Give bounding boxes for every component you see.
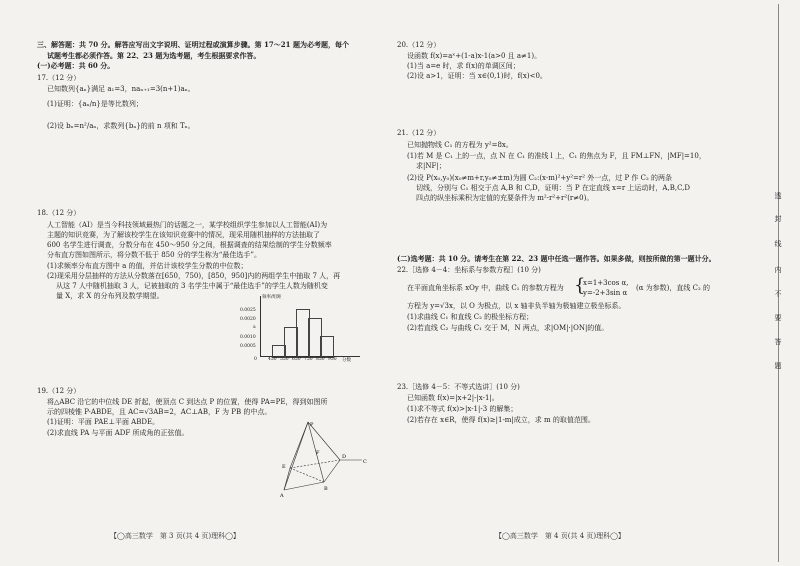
q21-part1: (1)若 M 是 C₁ 上的一点，点 N 在 C₁ 的准线 l 上，C₁ 的焦点为 F，且 FM⊥FN，|MF|=10，: [407, 152, 706, 160]
q19-stem-2: 示的四棱锥 P-ABDE，且 AC=√3AB=2，AC⊥AB，F 为 PB 的中点。: [47, 408, 272, 416]
binding-char: 封: [774, 215, 782, 223]
right-page: [390, 0, 800, 566]
histogram-y-tick: 0.0010: [240, 335, 256, 340]
right-footer: 【◯高三数学 第 4 页(共 4 页)理科◯】: [495, 532, 625, 540]
binding-char: 要: [774, 314, 782, 322]
histogram-y-tick: a: [253, 325, 256, 330]
histogram-x-tick: 550: [280, 357, 289, 362]
q22-stem-2: 方程为 y=√3x，以 O 为极点，以 x 轴非负半轴为极轴建立极坐标系。: [407, 302, 626, 310]
q22-system-line1: x=1+3cos α,: [583, 279, 629, 287]
histogram-x-tick: 850: [316, 357, 325, 362]
q17-part2: (2)设 bₙ=n²/aₙ，求数列{bₙ}的前 n 项和 Tₙ。: [47, 122, 195, 130]
histogram-x-tick: 650: [292, 357, 301, 362]
left-footer: 【◯高三数学 第 3 页(共 4 页)理科◯】: [110, 532, 240, 540]
label-e: E: [282, 464, 286, 470]
q19-pyramid-figure: [280, 420, 370, 502]
q18-stem-2: 主题的知识竞赛，为了解该校学生在该知识竞赛中的情况，现采用随机抽样的方法抽取了: [47, 231, 320, 239]
histogram-x-tick: 950: [328, 357, 337, 362]
section-required-heading: (一)必考题：共 60 分。: [37, 61, 115, 70]
q22-system-line2: y=-2+3sin α: [583, 289, 628, 297]
q19-stem-1: 将△ABC 沿它的中位线 DE 折起，使顶点 C 到达点 P 的位置，使得 PA=PE，得到如图所: [47, 398, 328, 406]
histogram-x-tick: 750: [304, 357, 313, 362]
q22-stem-cont: (α 为参数)，直线 C₂ 的: [636, 284, 711, 292]
section-3-heading-cont: 试题考生都必须作答。第 22、23 题为选考题，考生根据要求作答。: [47, 51, 261, 60]
q20-part2: (2)设 a>1，证明：当 x∈(0,1)时，f(x)<0。: [407, 72, 547, 80]
histogram-y-tick: 0.0005: [240, 344, 256, 349]
q18-part1: (1)求频率分布直方图中 a 的值，并估计该校学生分数的中位数；: [47, 262, 248, 270]
q22-number: 22.［选修 4－4：坐标系与参数方程］(10 分): [397, 266, 541, 274]
q19-part2: (2)求直线 PA 与平面 ADF 所成角的正弦值。: [47, 429, 189, 437]
q20-stem: 设函数 f(x)=aˣ+(1-a)x-1(a>0 且 a≠1)。: [407, 52, 542, 60]
histogram-y-axis: [260, 296, 261, 356]
q18-part2-cont2: 量 X，求 X 的分布列及数学期望。: [56, 292, 164, 300]
q21-stem: 已知抛物线 C₁ 的方程为 y²=8x。: [407, 141, 513, 149]
q22-brace: {: [574, 275, 586, 296]
label-f: F: [316, 450, 320, 456]
q21-part2-cont: 切线，分别与 C₁ 相交于点 A,B 和 C,D，证明：当 P 在定直线 x=r 上运动时，A,B,C,D: [416, 184, 691, 192]
binding-char: 答: [774, 338, 782, 346]
q19-part1: (1)证明：平面 PAE⊥平面 ABDE。: [47, 418, 160, 426]
left-page: [0, 0, 390, 566]
binding-char: 不: [774, 290, 782, 298]
q17-number: 17.（12 分）: [37, 74, 81, 82]
q18-part2-cont: 从这 7 人中随机抽取 3 人，记被抽取的 3 名学生中属于“最佳选手”的学生人数为随机变: [56, 282, 328, 290]
q22-stem: 在平面直角坐标系 xOy 中，曲线 C₁ 的参数方程为: [407, 284, 564, 292]
histogram-x-tick: 450: [268, 357, 277, 362]
binding-char: 内: [774, 266, 782, 274]
label-p: P: [310, 422, 314, 428]
histogram-x-label: 分数: [342, 358, 351, 363]
label-d: D: [342, 454, 347, 460]
histogram-bar: [320, 336, 334, 358]
section-3-heading: 三、解答题：共 70 分。解答应写出文字说明、证明过程或演算步骤。第 17～21 题为必考题，每个: [37, 40, 349, 49]
q22-part2: (2)若直线 C₂ 与曲线 C₁ 交于 M，N 两点，求|OM|·|ON|的值。: [407, 324, 609, 332]
q23-part2: (2)若存在 x∈R，使得 f(x)≥|1-m|成立，求 m 的取值范围。: [407, 416, 595, 424]
q21-part1-cont: 求|NF|；: [416, 162, 446, 170]
q22-part1: (1)求曲线 C₁ 和直线 C₂ 的极坐标方程；: [407, 313, 534, 321]
q18-stem-1: 人工智能（AI）是当今科技领域最热门的话题之一，某学校组织学生参加以人工智能(AI)为: [47, 221, 328, 229]
q20-number: 20.（12 分）: [397, 41, 441, 49]
label-c: C: [363, 459, 367, 465]
binding-margin: [760, 0, 800, 566]
q20-part1: (1)当 a=e 时，求 f(x)的单调区间；: [407, 62, 520, 70]
binding-line: [778, 4, 779, 562]
q21-part2-cont2: 四点的纵坐标乘积为定值的充要条件为 m²-r²+r²(r≠0)。: [416, 194, 594, 202]
histogram-y-tick: 0.0020: [240, 317, 256, 322]
q23-stem: 已知函数 f(x)=|x+2|-|x-1|。: [407, 394, 499, 402]
q18-stem-4: 分布直方图如图所示，将分数不低于 850 分的学生称为“最佳选手”。: [47, 251, 261, 259]
q17-stem: 已知数列{aₙ}满足 a₁=3，naₙ₊₁=3(n+1)aₙ。: [47, 85, 195, 93]
section-elective-heading: (二)选考题：共 10 分。请考生在第 22、23 题中任选一题作答。如果多做，则按所做的第一题计分。: [397, 254, 716, 263]
label-b: B: [324, 486, 328, 492]
q18-stem-3: 600 名学生进行调查，分数分布在 450～950 分之间，根据调查的结果绘制的学生分数频率: [47, 241, 332, 249]
q18-number: 18.（12 分）: [37, 209, 81, 217]
histogram-origin: 0: [254, 357, 257, 362]
q21-number: 21.（12 分）: [397, 129, 441, 137]
q19-number: 19.（12 分）: [37, 387, 81, 395]
q21-part2: (2)设 P(x₀,y₀)(x₀≠m+r,y₀≠±m)为圆 C₂:(x-m)²+y²=r² 外一点，过 P 作 C₂ 的两条: [407, 174, 673, 182]
histogram-y-label: 频率/组距: [262, 295, 282, 300]
q18-part2: (2)现采用分层抽样的方法从分数落在[650，750)，[850，950]内的两组学生中抽取 7 人，再: [47, 272, 341, 280]
binding-char: 透: [774, 192, 782, 200]
binding-char: 线: [774, 240, 782, 248]
q23-number: 23.［选修 4－5：不等式选讲］(10 分): [397, 383, 520, 391]
histogram-y-tick: 0.0025: [240, 308, 256, 313]
label-a: A: [280, 493, 284, 499]
q17-part1: (1)证明：{aₙ/n}是等比数列；: [47, 100, 143, 108]
binding-char: 题: [774, 362, 782, 370]
q23-part1: (1)求不等式 f(x)>|x-1|-3 的解集；: [407, 405, 518, 413]
